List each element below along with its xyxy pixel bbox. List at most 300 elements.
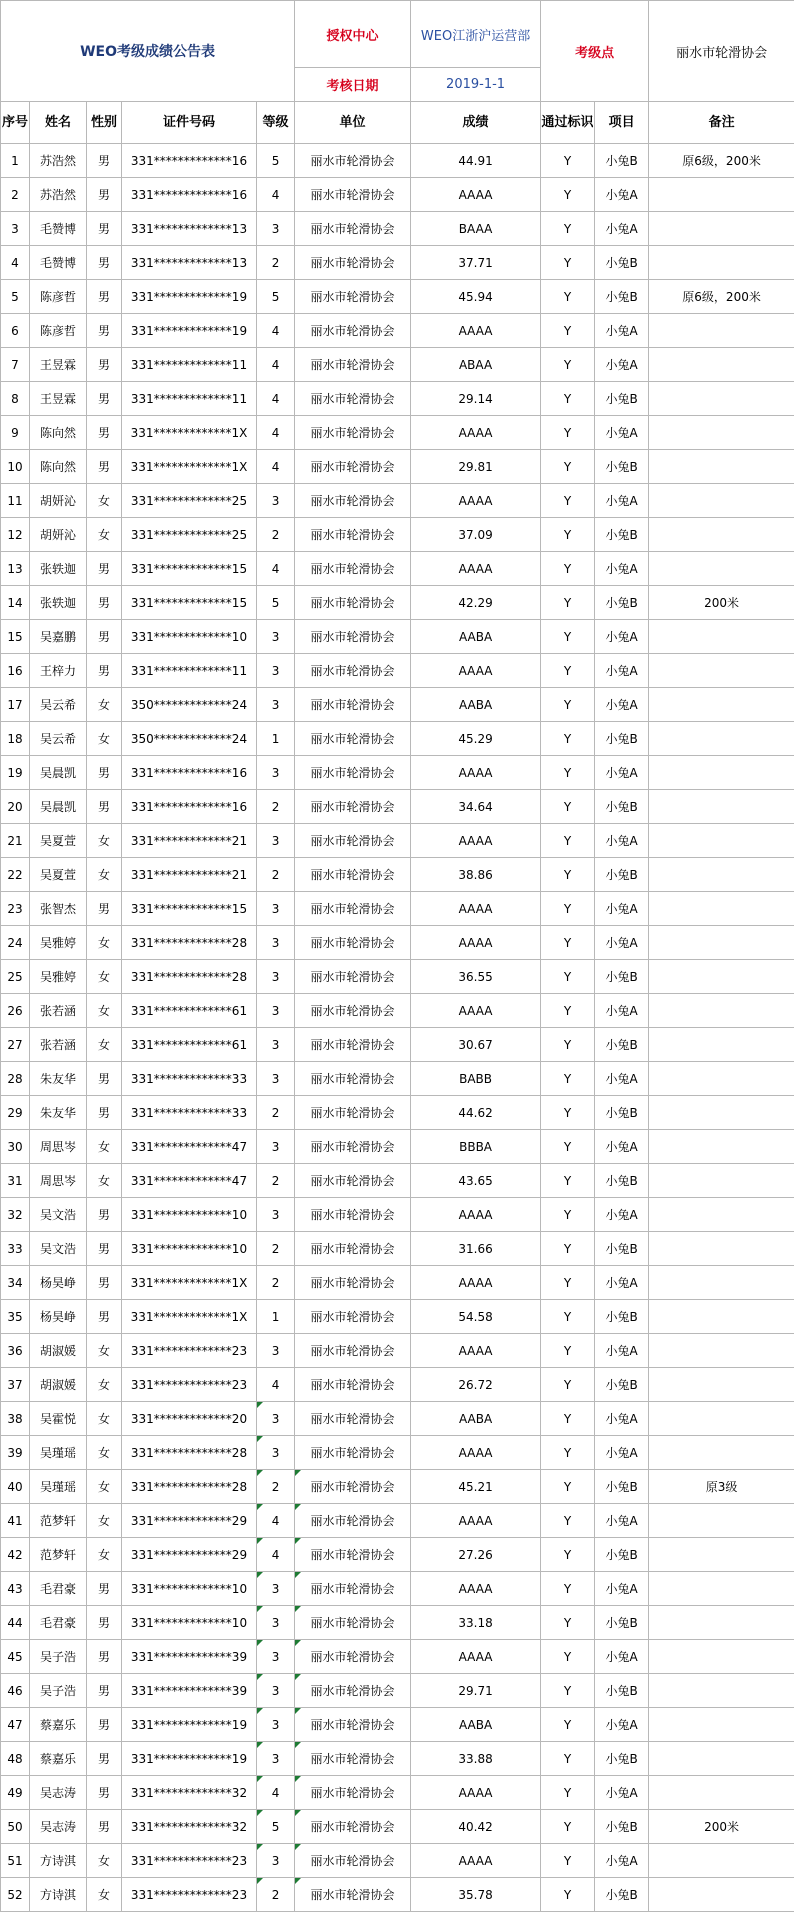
cell-level: 3 bbox=[257, 960, 295, 994]
cell-sex: 女 bbox=[87, 1334, 122, 1368]
cell-pass: Y bbox=[541, 1674, 595, 1708]
cell-name: 吴雅婷 bbox=[30, 960, 87, 994]
table-row bbox=[1, 382, 794, 416]
cell-unit: 丽水市轮滑协会 bbox=[295, 348, 411, 382]
cell-unit: 丽水市轮滑协会 bbox=[295, 552, 411, 586]
cell-note: 原6级，200米 bbox=[649, 144, 794, 178]
cell-item: 小兔A bbox=[595, 1334, 649, 1368]
table-row bbox=[1, 1606, 794, 1640]
cell-note bbox=[649, 518, 794, 552]
cell-sex: 男 bbox=[87, 892, 122, 926]
cell-sex: 女 bbox=[87, 858, 122, 892]
cell-no: 5 bbox=[1, 280, 30, 314]
cell-level: 3 bbox=[257, 1334, 295, 1368]
cell-note bbox=[649, 1232, 794, 1266]
table-row bbox=[1, 858, 794, 892]
cell-no: 51 bbox=[1, 1844, 30, 1878]
cell-id: 331*************19 bbox=[122, 280, 257, 314]
cell-item: 小兔A bbox=[595, 1198, 649, 1232]
cell-id: 331*************16 bbox=[122, 790, 257, 824]
col-header-sex: 性别 bbox=[87, 102, 122, 144]
cell-score: AAAA bbox=[411, 756, 541, 790]
cell-sex: 男 bbox=[87, 790, 122, 824]
cell-name: 吴文浩 bbox=[30, 1198, 87, 1232]
cell-no: 38 bbox=[1, 1402, 30, 1436]
cell-unit: 丽水市轮滑协会 bbox=[295, 722, 411, 756]
cell-sex: 男 bbox=[87, 1708, 122, 1742]
cell-level: 3 bbox=[257, 688, 295, 722]
table-row bbox=[1, 824, 794, 858]
cell-item: 小兔A bbox=[595, 1130, 649, 1164]
cell-level: 5 bbox=[257, 1810, 295, 1844]
cell-no: 50 bbox=[1, 1810, 30, 1844]
cell-item: 小兔B bbox=[595, 518, 649, 552]
cell-score: 29.81 bbox=[411, 450, 541, 484]
cell-note bbox=[649, 722, 794, 756]
cell-level: 5 bbox=[257, 586, 295, 620]
cell-id: 331*************16 bbox=[122, 756, 257, 790]
cell-id: 331*************19 bbox=[122, 314, 257, 348]
cell-id: 331*************21 bbox=[122, 824, 257, 858]
cell-pass: Y bbox=[541, 1878, 595, 1912]
cell-score: AAAA bbox=[411, 1776, 541, 1810]
cell-unit: 丽水市轮滑协会 bbox=[295, 960, 411, 994]
cell-item: 小兔B bbox=[595, 246, 649, 280]
cell-score: 45.29 bbox=[411, 722, 541, 756]
cell-note bbox=[649, 1300, 794, 1334]
column-header-row bbox=[1, 102, 794, 144]
cell-name: 朱友华 bbox=[30, 1062, 87, 1096]
cell-score: AAAA bbox=[411, 1640, 541, 1674]
cell-score: AAAA bbox=[411, 654, 541, 688]
cell-name: 王昱霖 bbox=[30, 382, 87, 416]
cell-level: 3 bbox=[257, 1640, 295, 1674]
cell-name: 吴雅婷 bbox=[30, 926, 87, 960]
cell-item: 小兔B bbox=[595, 1300, 649, 1334]
cell-note bbox=[649, 1776, 794, 1810]
date-label: 考核日期 bbox=[295, 68, 411, 102]
table-row bbox=[1, 416, 794, 450]
table-row bbox=[1, 280, 794, 314]
cell-id: 331*************11 bbox=[122, 654, 257, 688]
cell-score: AAAA bbox=[411, 994, 541, 1028]
cell-unit: 丽水市轮滑协会 bbox=[295, 1878, 411, 1912]
cell-level: 3 bbox=[257, 484, 295, 518]
cell-name: 陈向然 bbox=[30, 416, 87, 450]
cell-score: AABA bbox=[411, 620, 541, 654]
cell-level: 3 bbox=[257, 1742, 295, 1776]
cell-id: 331*************23 bbox=[122, 1334, 257, 1368]
cell-score: 35.78 bbox=[411, 1878, 541, 1912]
cell-unit: 丽水市轮滑协会 bbox=[295, 1470, 411, 1504]
cell-unit: 丽水市轮滑协会 bbox=[295, 1776, 411, 1810]
cell-score: 29.71 bbox=[411, 1674, 541, 1708]
cell-sex: 男 bbox=[87, 212, 122, 246]
cell-pass: Y bbox=[541, 892, 595, 926]
cell-score: 30.67 bbox=[411, 1028, 541, 1062]
cell-item: 小兔B bbox=[595, 144, 649, 178]
cell-id: 331*************10 bbox=[122, 1572, 257, 1606]
cell-id: 331*************25 bbox=[122, 518, 257, 552]
table-row bbox=[1, 1640, 794, 1674]
cell-no: 44 bbox=[1, 1606, 30, 1640]
cell-pass: Y bbox=[541, 246, 595, 280]
cell-sex: 女 bbox=[87, 688, 122, 722]
cell-id: 331*************15 bbox=[122, 586, 257, 620]
cell-note bbox=[649, 994, 794, 1028]
cell-unit: 丽水市轮滑协会 bbox=[295, 620, 411, 654]
cell-item: 小兔B bbox=[595, 1674, 649, 1708]
cell-no: 3 bbox=[1, 212, 30, 246]
table-row bbox=[1, 1810, 794, 1844]
cell-note bbox=[649, 1198, 794, 1232]
cell-pass: Y bbox=[541, 1334, 595, 1368]
cell-score: AAAA bbox=[411, 926, 541, 960]
cell-id: 331*************1X bbox=[122, 1266, 257, 1300]
table-row bbox=[1, 1334, 794, 1368]
col-header-score: 成绩 bbox=[411, 102, 541, 144]
cell-name: 吴嘉鹏 bbox=[30, 620, 87, 654]
cell-unit: 丽水市轮滑协会 bbox=[295, 1062, 411, 1096]
table-row bbox=[1, 1198, 794, 1232]
cell-level: 3 bbox=[257, 1062, 295, 1096]
cell-unit: 丽水市轮滑协会 bbox=[295, 790, 411, 824]
cell-name: 吴瑾瑶 bbox=[30, 1470, 87, 1504]
table-row bbox=[1, 722, 794, 756]
cell-pass: Y bbox=[541, 1232, 595, 1266]
cell-item: 小兔A bbox=[595, 484, 649, 518]
cell-level: 4 bbox=[257, 178, 295, 212]
cell-item: 小兔A bbox=[595, 1844, 649, 1878]
cell-sex: 男 bbox=[87, 382, 122, 416]
cell-unit: 丽水市轮滑协会 bbox=[295, 1334, 411, 1368]
cell-no: 12 bbox=[1, 518, 30, 552]
cell-id: 331*************15 bbox=[122, 892, 257, 926]
cell-no: 1 bbox=[1, 144, 30, 178]
cell-note bbox=[649, 1572, 794, 1606]
cell-item: 小兔A bbox=[595, 1708, 649, 1742]
cell-no: 15 bbox=[1, 620, 30, 654]
table-row bbox=[1, 552, 794, 586]
cell-name: 吴霍悦 bbox=[30, 1402, 87, 1436]
cell-id: 331*************32 bbox=[122, 1776, 257, 1810]
cell-item: 小兔B bbox=[595, 858, 649, 892]
table-row bbox=[1, 1368, 794, 1402]
cell-item: 小兔B bbox=[595, 382, 649, 416]
cell-level: 3 bbox=[257, 892, 295, 926]
table-row bbox=[1, 1538, 794, 1572]
cell-unit: 丽水市轮滑协会 bbox=[295, 1606, 411, 1640]
cell-name: 蔡嘉乐 bbox=[30, 1708, 87, 1742]
cell-level: 3 bbox=[257, 1606, 295, 1640]
cell-name: 苏浩然 bbox=[30, 144, 87, 178]
cell-pass: Y bbox=[541, 1572, 595, 1606]
cell-pass: Y bbox=[541, 1402, 595, 1436]
cell-sex: 男 bbox=[87, 1674, 122, 1708]
table-row bbox=[1, 246, 794, 280]
table-row bbox=[1, 144, 794, 178]
cell-id: 331*************1X bbox=[122, 1300, 257, 1334]
cell-score: 36.55 bbox=[411, 960, 541, 994]
cell-level: 1 bbox=[257, 722, 295, 756]
cell-id: 331*************29 bbox=[122, 1538, 257, 1572]
cell-id: 331*************19 bbox=[122, 1708, 257, 1742]
cell-note bbox=[649, 1402, 794, 1436]
cell-id: 331*************13 bbox=[122, 246, 257, 280]
table-row bbox=[1, 1402, 794, 1436]
cell-unit: 丽水市轮滑协会 bbox=[295, 858, 411, 892]
cell-sex: 女 bbox=[87, 1164, 122, 1198]
cell-level: 3 bbox=[257, 1402, 295, 1436]
cell-sex: 男 bbox=[87, 756, 122, 790]
table-row bbox=[1, 586, 794, 620]
cell-unit: 丽水市轮滑协会 bbox=[295, 1028, 411, 1062]
cell-item: 小兔B bbox=[595, 1028, 649, 1062]
cell-pass: Y bbox=[541, 1640, 595, 1674]
cell-item: 小兔B bbox=[595, 960, 649, 994]
cell-note bbox=[649, 1334, 794, 1368]
cell-no: 40 bbox=[1, 1470, 30, 1504]
table-row bbox=[1, 654, 794, 688]
cell-level: 4 bbox=[257, 552, 295, 586]
cell-unit: 丽水市轮滑协会 bbox=[295, 484, 411, 518]
cell-name: 吴瑾瑶 bbox=[30, 1436, 87, 1470]
cell-score: 26.72 bbox=[411, 1368, 541, 1402]
cell-pass: Y bbox=[541, 722, 595, 756]
cell-name: 胡妍沁 bbox=[30, 518, 87, 552]
cell-unit: 丽水市轮滑协会 bbox=[295, 1096, 411, 1130]
cell-id: 331*************10 bbox=[122, 1606, 257, 1640]
cell-level: 4 bbox=[257, 1538, 295, 1572]
cell-pass: Y bbox=[541, 1096, 595, 1130]
cell-no: 14 bbox=[1, 586, 30, 620]
cell-pass: Y bbox=[541, 144, 595, 178]
cell-level: 2 bbox=[257, 1266, 295, 1300]
cell-no: 17 bbox=[1, 688, 30, 722]
cell-no: 30 bbox=[1, 1130, 30, 1164]
cell-unit: 丽水市轮滑协会 bbox=[295, 246, 411, 280]
cell-level: 4 bbox=[257, 348, 295, 382]
cell-level: 3 bbox=[257, 1198, 295, 1232]
cell-sex: 女 bbox=[87, 722, 122, 756]
site-label: 考级点 bbox=[541, 1, 649, 102]
cell-score: AAAA bbox=[411, 416, 541, 450]
cell-sex: 男 bbox=[87, 1572, 122, 1606]
cell-id: 331*************1X bbox=[122, 416, 257, 450]
cell-name: 吴文浩 bbox=[30, 1232, 87, 1266]
cell-unit: 丽水市轮滑协会 bbox=[295, 1572, 411, 1606]
cell-unit: 丽水市轮滑协会 bbox=[295, 756, 411, 790]
cell-unit: 丽水市轮滑协会 bbox=[295, 1708, 411, 1742]
cell-no: 22 bbox=[1, 858, 30, 892]
cell-sex: 男 bbox=[87, 314, 122, 348]
cell-no: 24 bbox=[1, 926, 30, 960]
cell-score: ABAA bbox=[411, 348, 541, 382]
cell-note: 原3级 bbox=[649, 1470, 794, 1504]
cell-pass: Y bbox=[541, 1164, 595, 1198]
cell-no: 13 bbox=[1, 552, 30, 586]
cell-item: 小兔A bbox=[595, 1266, 649, 1300]
cell-no: 21 bbox=[1, 824, 30, 858]
cell-score: AAAA bbox=[411, 892, 541, 926]
cell-level: 4 bbox=[257, 1776, 295, 1810]
cell-sex: 男 bbox=[87, 552, 122, 586]
cell-name: 吴夏萱 bbox=[30, 858, 87, 892]
cell-sex: 女 bbox=[87, 994, 122, 1028]
cell-item: 小兔A bbox=[595, 1504, 649, 1538]
cell-id: 331*************23 bbox=[122, 1368, 257, 1402]
cell-unit: 丽水市轮滑协会 bbox=[295, 1844, 411, 1878]
col-header-unit: 单位 bbox=[295, 102, 411, 144]
cell-unit: 丽水市轮滑协会 bbox=[295, 1538, 411, 1572]
cell-level: 2 bbox=[257, 1878, 295, 1912]
cell-note bbox=[649, 960, 794, 994]
cell-pass: Y bbox=[541, 1504, 595, 1538]
cell-sex: 女 bbox=[87, 1130, 122, 1164]
cell-id: 331*************25 bbox=[122, 484, 257, 518]
cell-level: 2 bbox=[257, 1470, 295, 1504]
cell-no: 23 bbox=[1, 892, 30, 926]
cell-no: 2 bbox=[1, 178, 30, 212]
cell-note bbox=[649, 212, 794, 246]
cell-no: 34 bbox=[1, 1266, 30, 1300]
cell-score: AAAA bbox=[411, 484, 541, 518]
cell-note bbox=[649, 1130, 794, 1164]
cell-note bbox=[649, 1096, 794, 1130]
cell-unit: 丽水市轮滑协会 bbox=[295, 1368, 411, 1402]
cell-id: 331*************61 bbox=[122, 1028, 257, 1062]
cell-unit: 丽水市轮滑协会 bbox=[295, 892, 411, 926]
table-row bbox=[1, 688, 794, 722]
cell-level: 2 bbox=[257, 1164, 295, 1198]
cell-item: 小兔B bbox=[595, 1810, 649, 1844]
cell-pass: Y bbox=[541, 654, 595, 688]
cell-score: AAAA bbox=[411, 824, 541, 858]
cell-note bbox=[649, 416, 794, 450]
cell-sex: 男 bbox=[87, 450, 122, 484]
cell-level: 3 bbox=[257, 212, 295, 246]
cell-unit: 丽水市轮滑协会 bbox=[295, 994, 411, 1028]
cell-sex: 女 bbox=[87, 1878, 122, 1912]
cell-name: 张轶迦 bbox=[30, 586, 87, 620]
cell-item: 小兔B bbox=[595, 450, 649, 484]
cell-name: 张轶迦 bbox=[30, 552, 87, 586]
cell-score: AAAA bbox=[411, 1334, 541, 1368]
cell-level: 5 bbox=[257, 144, 295, 178]
cell-unit: 丽水市轮滑协会 bbox=[295, 178, 411, 212]
cell-note bbox=[649, 926, 794, 960]
table-row bbox=[1, 1096, 794, 1130]
cell-sex: 男 bbox=[87, 1810, 122, 1844]
page-title: WEO考级成绩公告表 bbox=[1, 1, 295, 102]
cell-item: 小兔A bbox=[595, 178, 649, 212]
cell-id: 331*************33 bbox=[122, 1062, 257, 1096]
cell-name: 苏浩然 bbox=[30, 178, 87, 212]
cell-sex: 女 bbox=[87, 484, 122, 518]
table-row bbox=[1, 178, 794, 212]
cell-score: AAAA bbox=[411, 1266, 541, 1300]
cell-note bbox=[649, 552, 794, 586]
cell-pass: Y bbox=[541, 994, 595, 1028]
cell-score: 37.71 bbox=[411, 246, 541, 280]
cell-item: 小兔B bbox=[595, 1096, 649, 1130]
cell-level: 4 bbox=[257, 450, 295, 484]
table-row bbox=[1, 1674, 794, 1708]
cell-sex: 男 bbox=[87, 1062, 122, 1096]
cell-pass: Y bbox=[541, 382, 595, 416]
cell-score: AAAA bbox=[411, 1198, 541, 1232]
cell-pass: Y bbox=[541, 1028, 595, 1062]
col-header-note: 备注 bbox=[649, 102, 794, 144]
cell-no: 48 bbox=[1, 1742, 30, 1776]
cell-note bbox=[649, 1640, 794, 1674]
cell-pass: Y bbox=[541, 688, 595, 722]
cell-pass: Y bbox=[541, 1810, 595, 1844]
cell-item: 小兔B bbox=[595, 586, 649, 620]
col-header-level: 等级 bbox=[257, 102, 295, 144]
cell-pass: Y bbox=[541, 518, 595, 552]
cell-note: 200米 bbox=[649, 1810, 794, 1844]
cell-id: 331*************10 bbox=[122, 1198, 257, 1232]
cell-item: 小兔B bbox=[595, 280, 649, 314]
cell-score: 45.21 bbox=[411, 1470, 541, 1504]
cell-name: 吴云希 bbox=[30, 722, 87, 756]
cell-pass: Y bbox=[541, 1436, 595, 1470]
cell-note bbox=[649, 756, 794, 790]
cell-score: AABA bbox=[411, 688, 541, 722]
cell-level: 4 bbox=[257, 382, 295, 416]
cell-note bbox=[649, 688, 794, 722]
table-row bbox=[1, 1878, 794, 1912]
cell-score: 42.29 bbox=[411, 586, 541, 620]
table-row bbox=[1, 926, 794, 960]
cell-no: 52 bbox=[1, 1878, 30, 1912]
cell-unit: 丽水市轮滑协会 bbox=[295, 1266, 411, 1300]
cell-level: 3 bbox=[257, 1028, 295, 1062]
cell-item: 小兔B bbox=[595, 722, 649, 756]
cell-level: 3 bbox=[257, 1844, 295, 1878]
cell-unit: 丽水市轮滑协会 bbox=[295, 926, 411, 960]
table-row bbox=[1, 1232, 794, 1266]
cell-id: 350*************24 bbox=[122, 722, 257, 756]
cell-pass: Y bbox=[541, 416, 595, 450]
site-value: 丽水市轮滑协会 bbox=[649, 1, 794, 102]
cell-level: 3 bbox=[257, 824, 295, 858]
cell-id: 331*************16 bbox=[122, 178, 257, 212]
cell-sex: 女 bbox=[87, 960, 122, 994]
cell-score: BBBA bbox=[411, 1130, 541, 1164]
cell-score: 37.09 bbox=[411, 518, 541, 552]
cell-score: 33.18 bbox=[411, 1606, 541, 1640]
cell-no: 4 bbox=[1, 246, 30, 280]
cell-level: 5 bbox=[257, 280, 295, 314]
cell-sex: 男 bbox=[87, 620, 122, 654]
table-row bbox=[1, 484, 794, 518]
table-row bbox=[1, 1300, 794, 1334]
cell-note bbox=[649, 1538, 794, 1572]
cell-id: 331*************13 bbox=[122, 212, 257, 246]
cell-pass: Y bbox=[541, 790, 595, 824]
cell-pass: Y bbox=[541, 858, 595, 892]
cell-id: 331*************21 bbox=[122, 858, 257, 892]
cell-pass: Y bbox=[541, 1062, 595, 1096]
cell-name: 陈向然 bbox=[30, 450, 87, 484]
cell-score: 34.64 bbox=[411, 790, 541, 824]
cell-sex: 男 bbox=[87, 1742, 122, 1776]
cell-note bbox=[649, 620, 794, 654]
table-row bbox=[1, 518, 794, 552]
cell-item: 小兔B bbox=[595, 1164, 649, 1198]
